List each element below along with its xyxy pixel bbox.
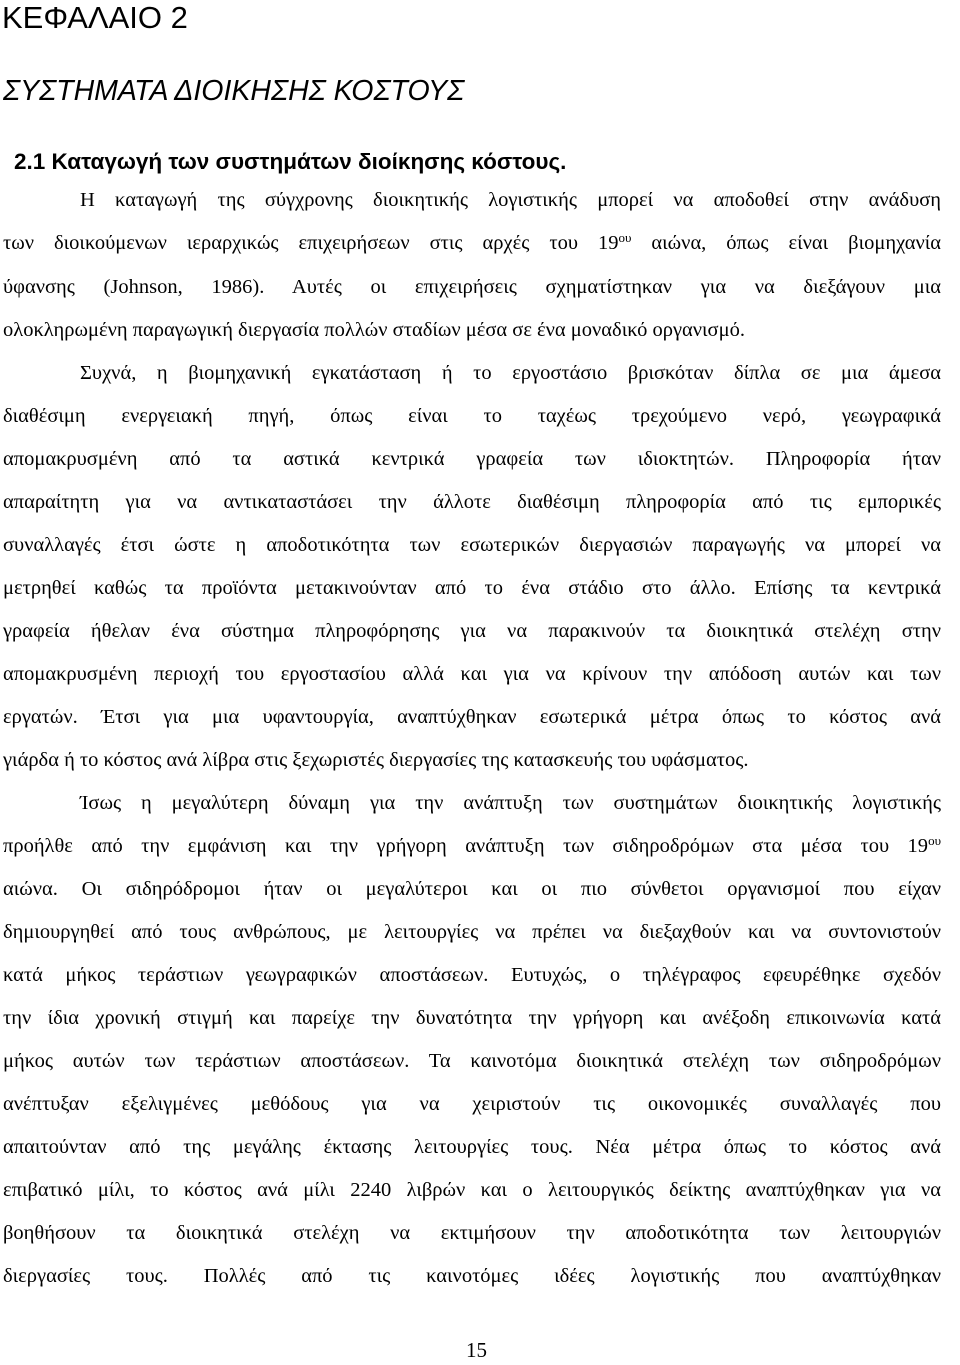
text-fragment: των διοικούμενων ιεραρχικώς επιχειρήσεων στις αρχές του 19	[3, 232, 619, 254]
text-line: γιάρδα ή το κόστος ανά λίβρα στις ξεχωριστές διεργασίες της κατασκευής του υφάσματος.	[3, 749, 749, 771]
text-fragment: προήλθε από την εμφάνιση και την γρήγορη ανάπτυξη των σιδηροδρόμων στα μέσα του 19	[3, 835, 929, 857]
text-line	[3, 229, 941, 257]
text-line: διεργασίες τους. Πολλές από τις καινοτόμες ιδέες λογιστικής που αναπτύχθηκαν	[3, 1265, 941, 1287]
text-line: γραφεία ήθελαν ένα σύστημα πληροφόρησης για να παρακινούν τα διοικητικά στελέχη στην	[3, 620, 941, 642]
text-line: μετρηθεί καθώς τα προϊόντα μετακινούνταν από το ένα στάδιο στο άλλο. Επίσης τα κεντρικά	[3, 577, 941, 599]
text-line: μήκος αυτών των τεράστιων αποστάσεων. Τα καινοτόμα διοικητικά στελέχη των σιδηροδρόμων	[3, 1050, 941, 1072]
text-line: κατά μήκος τεράστιων γεωγραφικών αποστάσεων. Ευτυχώς, ο τηλέγραφος εφευρέθηκε σχεδόν	[3, 964, 941, 986]
text-line: ανέπτυξαν εξελιγμένες μεθόδους για να χειριστούν τις οικονομικές συναλλαγές που	[3, 1093, 941, 1115]
text-line: δημιουργηθεί από τους ανθρώπους, με λειτουργίες να πρέπει να διεξαχθούν και να συντονιστούν	[3, 921, 941, 943]
text-line: Συχνά, η βιομηχανική εγκατάσταση ή το εργοστάσιο βρισκόταν δίπλα σε μια άμεσα	[80, 362, 941, 384]
text-line: απομακρυσμένη από τα αστικά κεντρικά γραφεία των ιδιοκτητών. Πληροφορία ήταν	[3, 448, 941, 470]
text-line	[3, 832, 941, 860]
text-fragment: αιώνα, όπως είναι βιομηχανία	[631, 232, 941, 254]
page-number: 15	[466, 1338, 487, 1362]
text-line: απαιτούνταν από της μεγάλης έκτασης λειτουργίες τους. Νέα μέτρα όπως το κόστος ανά	[3, 1136, 941, 1158]
text-line: εργατών. Έτσι για μια υφαντουργία, αναπτύχθηκαν εσωτερικά μέτρα όπως το κόστος ανά	[3, 706, 941, 728]
text-line: αιώνα. Οι σιδηρόδρομοι ήταν οι μεγαλύτεροι και οι πιο σύνθετοι οργανισμοί που είχαν	[3, 878, 941, 900]
superscript: ου	[928, 833, 941, 848]
text-line: την ίδια χρονική στιγμή και παρείχε την δυνατότητα την γρήγορη και ανέξοδη επικοινωνία κατά	[3, 1007, 941, 1029]
text-line: επιβατικό μίλι, το κόστος ανά μίλι 2240 λιβρών και ο λειτουργικός δείκτης αναπτύχθηκαν για να	[3, 1179, 941, 1201]
text-line: απομακρυσμένη περιοχή του εργοστασίου αλλά και για να κρίνουν την απόδοση αυτών και των	[3, 663, 941, 685]
chapter-title: ΣΥΣΤΗΜΑΤΑ ΔΙΟΙΚΗΣΗΣ ΚΟΣΤΟΥΣ	[3, 75, 465, 107]
text-line: απαραίτητη για να αντικαταστάσει την άλλοτε διαθέσιμη πληροφορία από τις εμπορικές	[3, 491, 941, 513]
text-line: Η καταγωγή της σύγχρονης διοικητικής λογιστικής μπορεί να αποδοθεί στην ανάδυση	[80, 189, 941, 211]
text-line: βοηθήσουν τα διοικητικά στελέχη να εκτιμήσουν την αποδοτικότητα των λειτουργιών	[3, 1222, 941, 1244]
text-line: διαθέσιμη ενεργειακή πηγή, όπως είναι το ταχέως τρεχούμενο νερό, γεωγραφικά	[3, 405, 941, 427]
text-line: συναλλαγές έτσι ώστε η αποδοτικότητα των εσωτερικών διεργασιών παραγωγής να μπορεί να	[3, 534, 941, 556]
text-line: ύφανσης (Johnson, 1986). Αυτές οι επιχειρήσεις σχηματίστηκαν για να διεξάγουν μια	[3, 276, 941, 298]
superscript: ου	[618, 230, 632, 245]
section-heading: 2.1 Καταγωγή των συστημάτων διοίκησης κόστους.	[14, 149, 567, 174]
chapter-heading: ΚΕΦΑΛΑΙΟ 2	[2, 0, 188, 35]
text-line: ολοκληρωμένη παραγωγική διεργασία πολλών σταδίων μέσα σε ένα μοναδικό οργανισμό.	[3, 319, 745, 341]
text-line: Ίσως η μεγαλύτερη δύναμη για την ανάπτυξη των συστημάτων διοικητικής λογιστικής	[80, 792, 941, 814]
